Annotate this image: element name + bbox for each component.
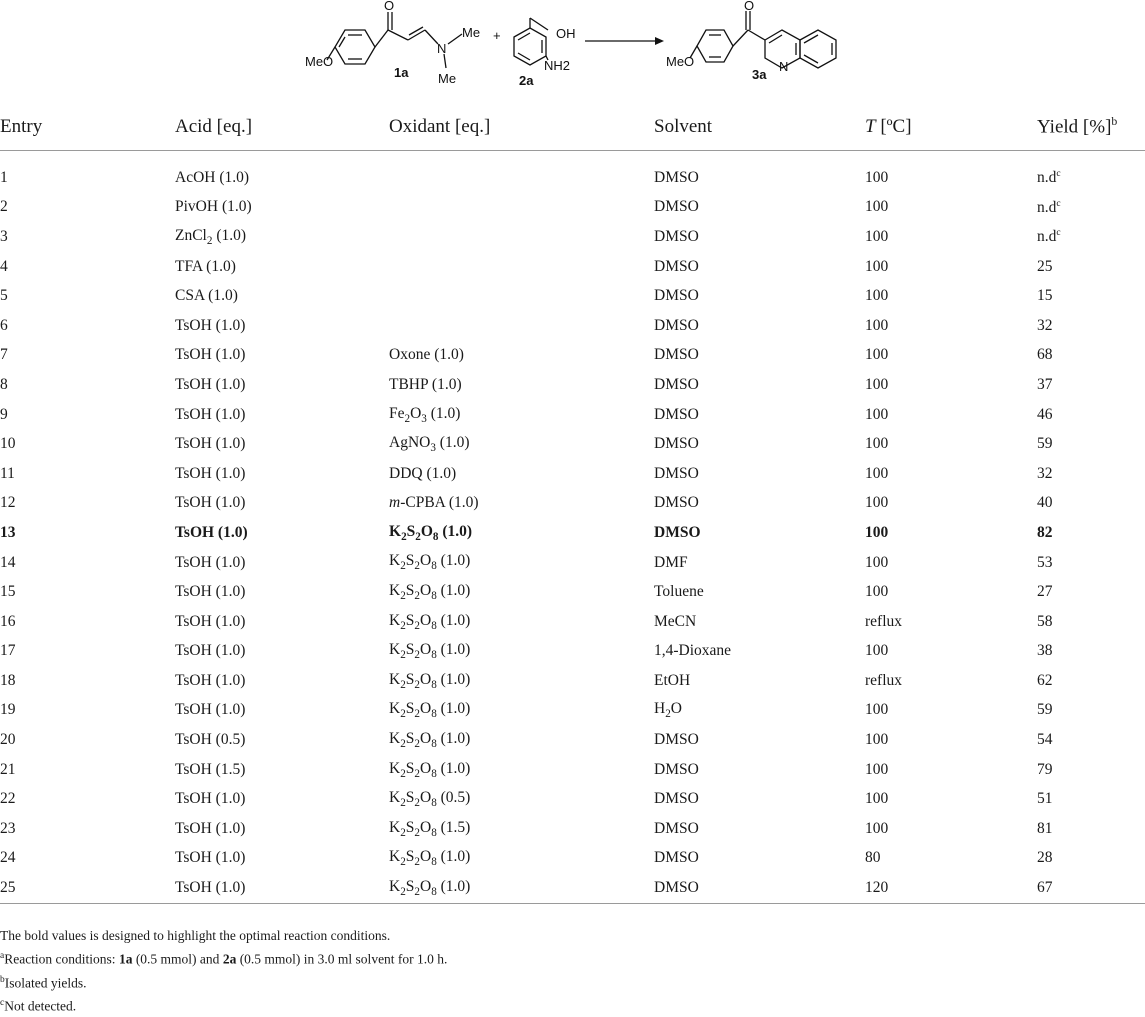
oxidant-cell: AgNO$_3$ (1.0)	[389, 434, 470, 455]
plus-sign: +	[493, 28, 501, 43]
oxidant-cell	[389, 311, 654, 341]
reactant-2a-structure	[514, 18, 548, 65]
temperature-cell: 100	[865, 790, 889, 808]
table-row	[0, 193, 1145, 223]
table-row	[0, 222, 1145, 252]
yield-cell: 68	[1037, 346, 1053, 364]
yield-cell: 58	[1037, 612, 1053, 630]
table-row	[0, 400, 1145, 430]
temperature-unit: [ºC]	[880, 116, 912, 137]
yield-label: Yield [%]	[1037, 116, 1112, 138]
footnote-c-mark: c	[0, 998, 5, 1008]
solvent-cell: DMSO	[654, 849, 699, 867]
entry-cell: 16	[0, 612, 16, 630]
yield-cell: 46	[1037, 405, 1053, 423]
footnote-a-1a: 1a	[118, 951, 133, 967]
header-entry: Entry	[0, 116, 43, 137]
yield-cell: 40	[1037, 494, 1053, 512]
table-row	[0, 370, 1145, 400]
acid-cell: ZnCl$_2$ (1.0)	[175, 226, 247, 248]
temperature-cell: reflux	[865, 612, 903, 630]
entry-cell: 2	[0, 198, 8, 216]
oxidant-cell: $K_2S_2O_8$ (0.5)	[389, 789, 471, 810]
solvent-cell: DMSO	[654, 523, 701, 541]
yield-cell: 59	[1037, 701, 1053, 719]
table-row	[0, 459, 1145, 489]
yield-cell: 25	[1037, 257, 1053, 275]
temperature-cell: reflux	[865, 671, 903, 689]
acid-cell: TsOH (1.0)	[175, 671, 246, 689]
header-oxidant: Oxidant [eq.]	[389, 116, 491, 137]
substituent-meo-1a: MeO	[305, 54, 334, 69]
footnote-c-text: Not detected.	[4, 998, 77, 1014]
solvent-cell: 1,4-Dioxane	[654, 642, 732, 660]
yield-cell: 82	[1037, 523, 1053, 541]
acid-cell: TsOH (1.0)	[175, 879, 246, 897]
entry-cell: 23	[0, 819, 16, 837]
yield-cell: 59	[1037, 435, 1053, 453]
temperature-cell: 100	[865, 198, 889, 216]
entry-cell: 10	[0, 435, 16, 453]
oxidant-cell: Oxone (1.0)	[389, 346, 464, 364]
entry-cell: 3	[0, 227, 8, 245]
solvent-cell: DMSO	[654, 198, 699, 216]
hydroxyl-group: OH	[556, 26, 576, 41]
entry-cell: 14	[0, 553, 16, 571]
temperature-cell: 100	[865, 701, 889, 719]
table-row	[0, 814, 1145, 844]
temperature-symbol: T	[865, 116, 876, 137]
temperature-cell: 100	[865, 583, 889, 601]
solvent-cell: DMSO	[654, 435, 699, 453]
acid-cell: TsOH (1.5)	[175, 760, 246, 778]
yield-cell: 54	[1037, 731, 1053, 749]
solvent-cell: EtOH	[654, 671, 691, 689]
label-3a: 3a	[752, 67, 767, 82]
entry-cell: 24	[0, 849, 16, 867]
entry-cell: 19	[0, 701, 16, 719]
temperature-cell: 100	[865, 346, 889, 364]
solvent-cell: DMSO	[654, 227, 699, 245]
table-row	[0, 637, 1145, 667]
oxidant-cell: $K_2S_2O_8$ (1.0)	[389, 700, 471, 721]
methyl-top: Me	[462, 25, 481, 40]
label-1a: 1a	[394, 65, 409, 80]
table-row	[0, 784, 1145, 814]
carbonyl-oxygen-1a: O	[384, 0, 395, 13]
oxidant-cell: $K_2S_2O_8$ (1.0)	[389, 641, 471, 662]
acid-cell: PivOH (1.0)	[175, 198, 252, 216]
table-row	[0, 311, 1145, 341]
solvent-cell: $H_2O$	[654, 700, 682, 721]
entry-cell: 5	[0, 287, 8, 305]
yield-cell: 28	[1037, 849, 1053, 867]
entry-cell: 20	[0, 731, 16, 749]
temperature-cell: 100	[865, 760, 889, 778]
oxidant-cell: $K_2S_2O_8$ (1.0)	[389, 878, 471, 899]
solvent-cell: DMSO	[654, 405, 699, 423]
acid-cell: TsOH (1.0)	[175, 494, 246, 512]
solvent-cell: DMSO	[654, 257, 699, 275]
entry-cell: 22	[0, 790, 16, 808]
header-acid: Acid [eq.]	[175, 116, 253, 137]
solvent-cell: DMF	[654, 553, 688, 571]
yield-cell: 67	[1037, 879, 1053, 897]
entry-cell: 13	[0, 523, 16, 541]
oxidant-cell: TBHP (1.0)	[389, 375, 462, 393]
oxidant-cell: $K_2S_2O_8$ (1.0)	[389, 552, 471, 573]
acid-cell: TsOH (1.0)	[175, 701, 246, 719]
acid-cell: TsOH (1.0)	[175, 464, 246, 482]
oxidant-cell: $K_2S_2O_8$ (1.0)	[389, 759, 471, 780]
oxidant-cell: m-CPBA (1.0)	[389, 494, 479, 512]
solvent-cell: DMSO	[654, 494, 699, 512]
methyl-bottom: Me	[438, 71, 457, 86]
acid-cell: TsOH (1.0)	[175, 553, 246, 571]
solvent-cell: DMSO	[654, 346, 699, 364]
oxidant-cell	[389, 193, 654, 223]
oxidant-cell: DDQ (1.0)	[389, 464, 457, 482]
temperature-cell: 100	[865, 494, 889, 512]
yield-cell: 37	[1037, 375, 1053, 393]
temperature-cell: 100	[865, 316, 889, 334]
oxidant-cell: $K_2S_2O_8$ (1.0)	[389, 611, 471, 632]
table-row	[0, 755, 1145, 785]
acid-cell: TsOH (1.0)	[175, 612, 246, 630]
acid-cell: TsOH (1.0)	[175, 316, 246, 334]
oxidant-cell	[389, 151, 654, 193]
yield-footnote-mark: c	[1056, 168, 1061, 180]
temperature-cell: 80	[865, 849, 881, 867]
oxidant-cell: $K_2S_2O_8$ (1.0)	[389, 730, 471, 751]
solvent-cell: DMSO	[654, 316, 699, 334]
solvent-cell: DMSO	[654, 790, 699, 808]
optimization-table	[0, 104, 1145, 904]
entry-cell: 17	[0, 642, 16, 660]
entry-cell: 9	[0, 405, 8, 423]
acid-cell: TsOH (1.0)	[175, 523, 248, 541]
yield-cell: 15	[1037, 287, 1053, 305]
solvent-cell: DMSO	[654, 760, 699, 778]
yield-cell: 32	[1037, 464, 1053, 482]
acid-cell: TsOH (1.0)	[175, 819, 246, 837]
acid-cell: TsOH (1.0)	[175, 583, 246, 601]
table-body	[0, 151, 1145, 904]
acid-cell: TsOH (1.0)	[175, 375, 246, 393]
table-row	[0, 252, 1145, 282]
temperature-cell: 100	[865, 257, 889, 275]
temperature-cell: 100	[865, 464, 889, 482]
temperature-cell: 120	[865, 879, 889, 897]
temperature-cell: 100	[865, 731, 889, 749]
entry-cell: 8	[0, 375, 8, 393]
entry-cell: 15	[0, 583, 16, 601]
amino-group: NH2	[544, 58, 571, 73]
label-2a: 2a	[519, 73, 534, 88]
temperature-cell: 100	[865, 168, 889, 186]
solvent-cell: DMSO	[654, 168, 699, 186]
yield-cell: $n.d^c$	[1037, 168, 1061, 187]
oxidant-cell: $K_2S_2O_8$ (1.0)	[389, 670, 471, 691]
entry-cell: 6	[0, 316, 8, 334]
entry-cell: 1	[0, 168, 8, 186]
entry-cell: 4	[0, 257, 8, 275]
footnote-a	[0, 946, 447, 970]
footnote-a-2a: 2a	[222, 951, 237, 967]
table-header-row	[0, 104, 1145, 151]
footnote-a-text-1: Reaction conditions:	[4, 951, 119, 967]
table-row	[0, 429, 1145, 459]
table-row	[0, 281, 1145, 311]
yield-cell: 62	[1037, 671, 1053, 689]
table-row	[0, 151, 1145, 193]
carbonyl-oxygen-3a: O	[744, 0, 755, 13]
acid-cell: TsOH (1.0)	[175, 642, 246, 660]
yield-cell: $n.d^c$	[1037, 197, 1061, 216]
acid-cell: TsOH (1.0)	[175, 405, 246, 423]
temperature-cell: 100	[865, 227, 889, 245]
oxidant-cell	[389, 222, 654, 252]
reaction-arrow	[585, 37, 664, 45]
entry-cell: 11	[0, 464, 15, 482]
temperature-cell: 100	[865, 405, 889, 423]
reactant-1a-structure	[327, 12, 462, 68]
solvent-cell: MeCN	[654, 612, 697, 630]
yield-cell: 51	[1037, 790, 1053, 808]
entry-cell: 21	[0, 760, 16, 778]
yield-cell: 81	[1037, 819, 1053, 837]
oxidant-cell: $K_2S_2O_8$ (1.0)	[389, 522, 473, 543]
acid-cell: TsOH (1.0)	[175, 346, 246, 364]
yield-cell: $n.d^c$	[1037, 227, 1061, 246]
header-solvent: Solvent	[654, 116, 713, 137]
footnote-a-mark: a	[0, 951, 5, 961]
temperature-cell: 100	[865, 435, 889, 453]
acid-cell: TsOH (1.0)	[175, 435, 246, 453]
oxidant-cell	[389, 281, 654, 311]
yield-cell: 38	[1037, 642, 1053, 660]
footnote-b-mark: b	[0, 974, 5, 985]
solvent-cell: DMSO	[654, 879, 699, 897]
yield-cell: 32	[1037, 316, 1053, 334]
acid-cell: TsOH (0.5)	[175, 731, 246, 749]
entry-cell: 18	[0, 671, 16, 689]
yield-footnote-mark: b	[1111, 115, 1118, 129]
header-yield	[1037, 104, 1145, 151]
acid-cell: TsOH (1.0)	[175, 790, 246, 808]
table-row	[0, 696, 1145, 726]
temperature-cell: 100	[865, 523, 889, 541]
footnote-a-text-3: (0.5 mmol) in 3.0 ml solvent for 1.0 h.	[236, 951, 448, 967]
header-temperature	[865, 104, 1037, 151]
table-row	[0, 577, 1145, 607]
oxidant-cell: $K_2S_2O_8$ (1.5)	[389, 818, 471, 839]
yield-cell: 27	[1037, 583, 1053, 601]
yield-cell: 79	[1037, 760, 1053, 778]
footnote-c	[0, 993, 447, 1017]
footnotes	[0, 926, 447, 1017]
footnote-b-text: Isolated yields.	[4, 975, 87, 990]
acid-cell: TsOH (1.0)	[175, 849, 246, 867]
solvent-cell: Toluene	[654, 583, 704, 601]
temperature-cell: 100	[865, 819, 889, 837]
table-row	[0, 489, 1145, 519]
yield-cell: 53	[1037, 553, 1053, 571]
temperature-cell: 100	[865, 287, 889, 305]
solvent-cell: DMSO	[654, 731, 699, 749]
oxidant-cell	[389, 252, 654, 282]
oxidant-cell: $Fe_2O_3$ (1.0)	[389, 404, 461, 425]
temperature-cell: 100	[865, 375, 889, 393]
table-row	[0, 518, 1145, 548]
acid-cell: AcOH (1.0)	[175, 168, 250, 186]
product-3a-structure	[690, 11, 836, 68]
solvent-cell: DMSO	[654, 464, 699, 482]
temperature-cell: 100	[865, 642, 889, 660]
oxidant-cell: $K_2S_2O_8$ (1.0)	[389, 848, 471, 869]
table-row	[0, 873, 1145, 903]
acid-cell: TFA (1.0)	[175, 257, 236, 275]
table-row	[0, 725, 1145, 755]
footnote-a-text-2: (0.5 mmol) and	[132, 951, 223, 967]
table-row	[0, 341, 1145, 371]
substituent-meo-3a: MeO	[666, 54, 695, 69]
solvent-cell: DMSO	[654, 287, 699, 305]
solvent-cell: DMSO	[654, 819, 699, 837]
footnote-b	[0, 970, 447, 994]
acid-cell: CSA (1.0)	[175, 287, 238, 305]
yield-footnote-mark: c	[1056, 227, 1061, 239]
solvent-cell: DMSO	[654, 375, 699, 393]
table-row	[0, 548, 1145, 578]
footnote-bold: The bold values is designed to highlight the optimal reaction conditions.	[0, 928, 391, 943]
table-row	[0, 666, 1145, 696]
table-row	[0, 607, 1145, 637]
reaction-scheme	[0, 0, 1145, 100]
oxidant-cell: $K_2S_2O_8$ (1.0)	[389, 582, 471, 603]
yield-footnote-mark: c	[1056, 197, 1061, 209]
amine-nitrogen: N	[437, 41, 447, 56]
table-row	[0, 844, 1145, 874]
entry-cell: 7	[0, 346, 8, 364]
temperature-cell: 100	[865, 553, 889, 571]
quinoline-nitrogen: N	[779, 59, 789, 74]
entry-cell: 25	[0, 879, 16, 897]
entry-cell: 12	[0, 494, 16, 512]
